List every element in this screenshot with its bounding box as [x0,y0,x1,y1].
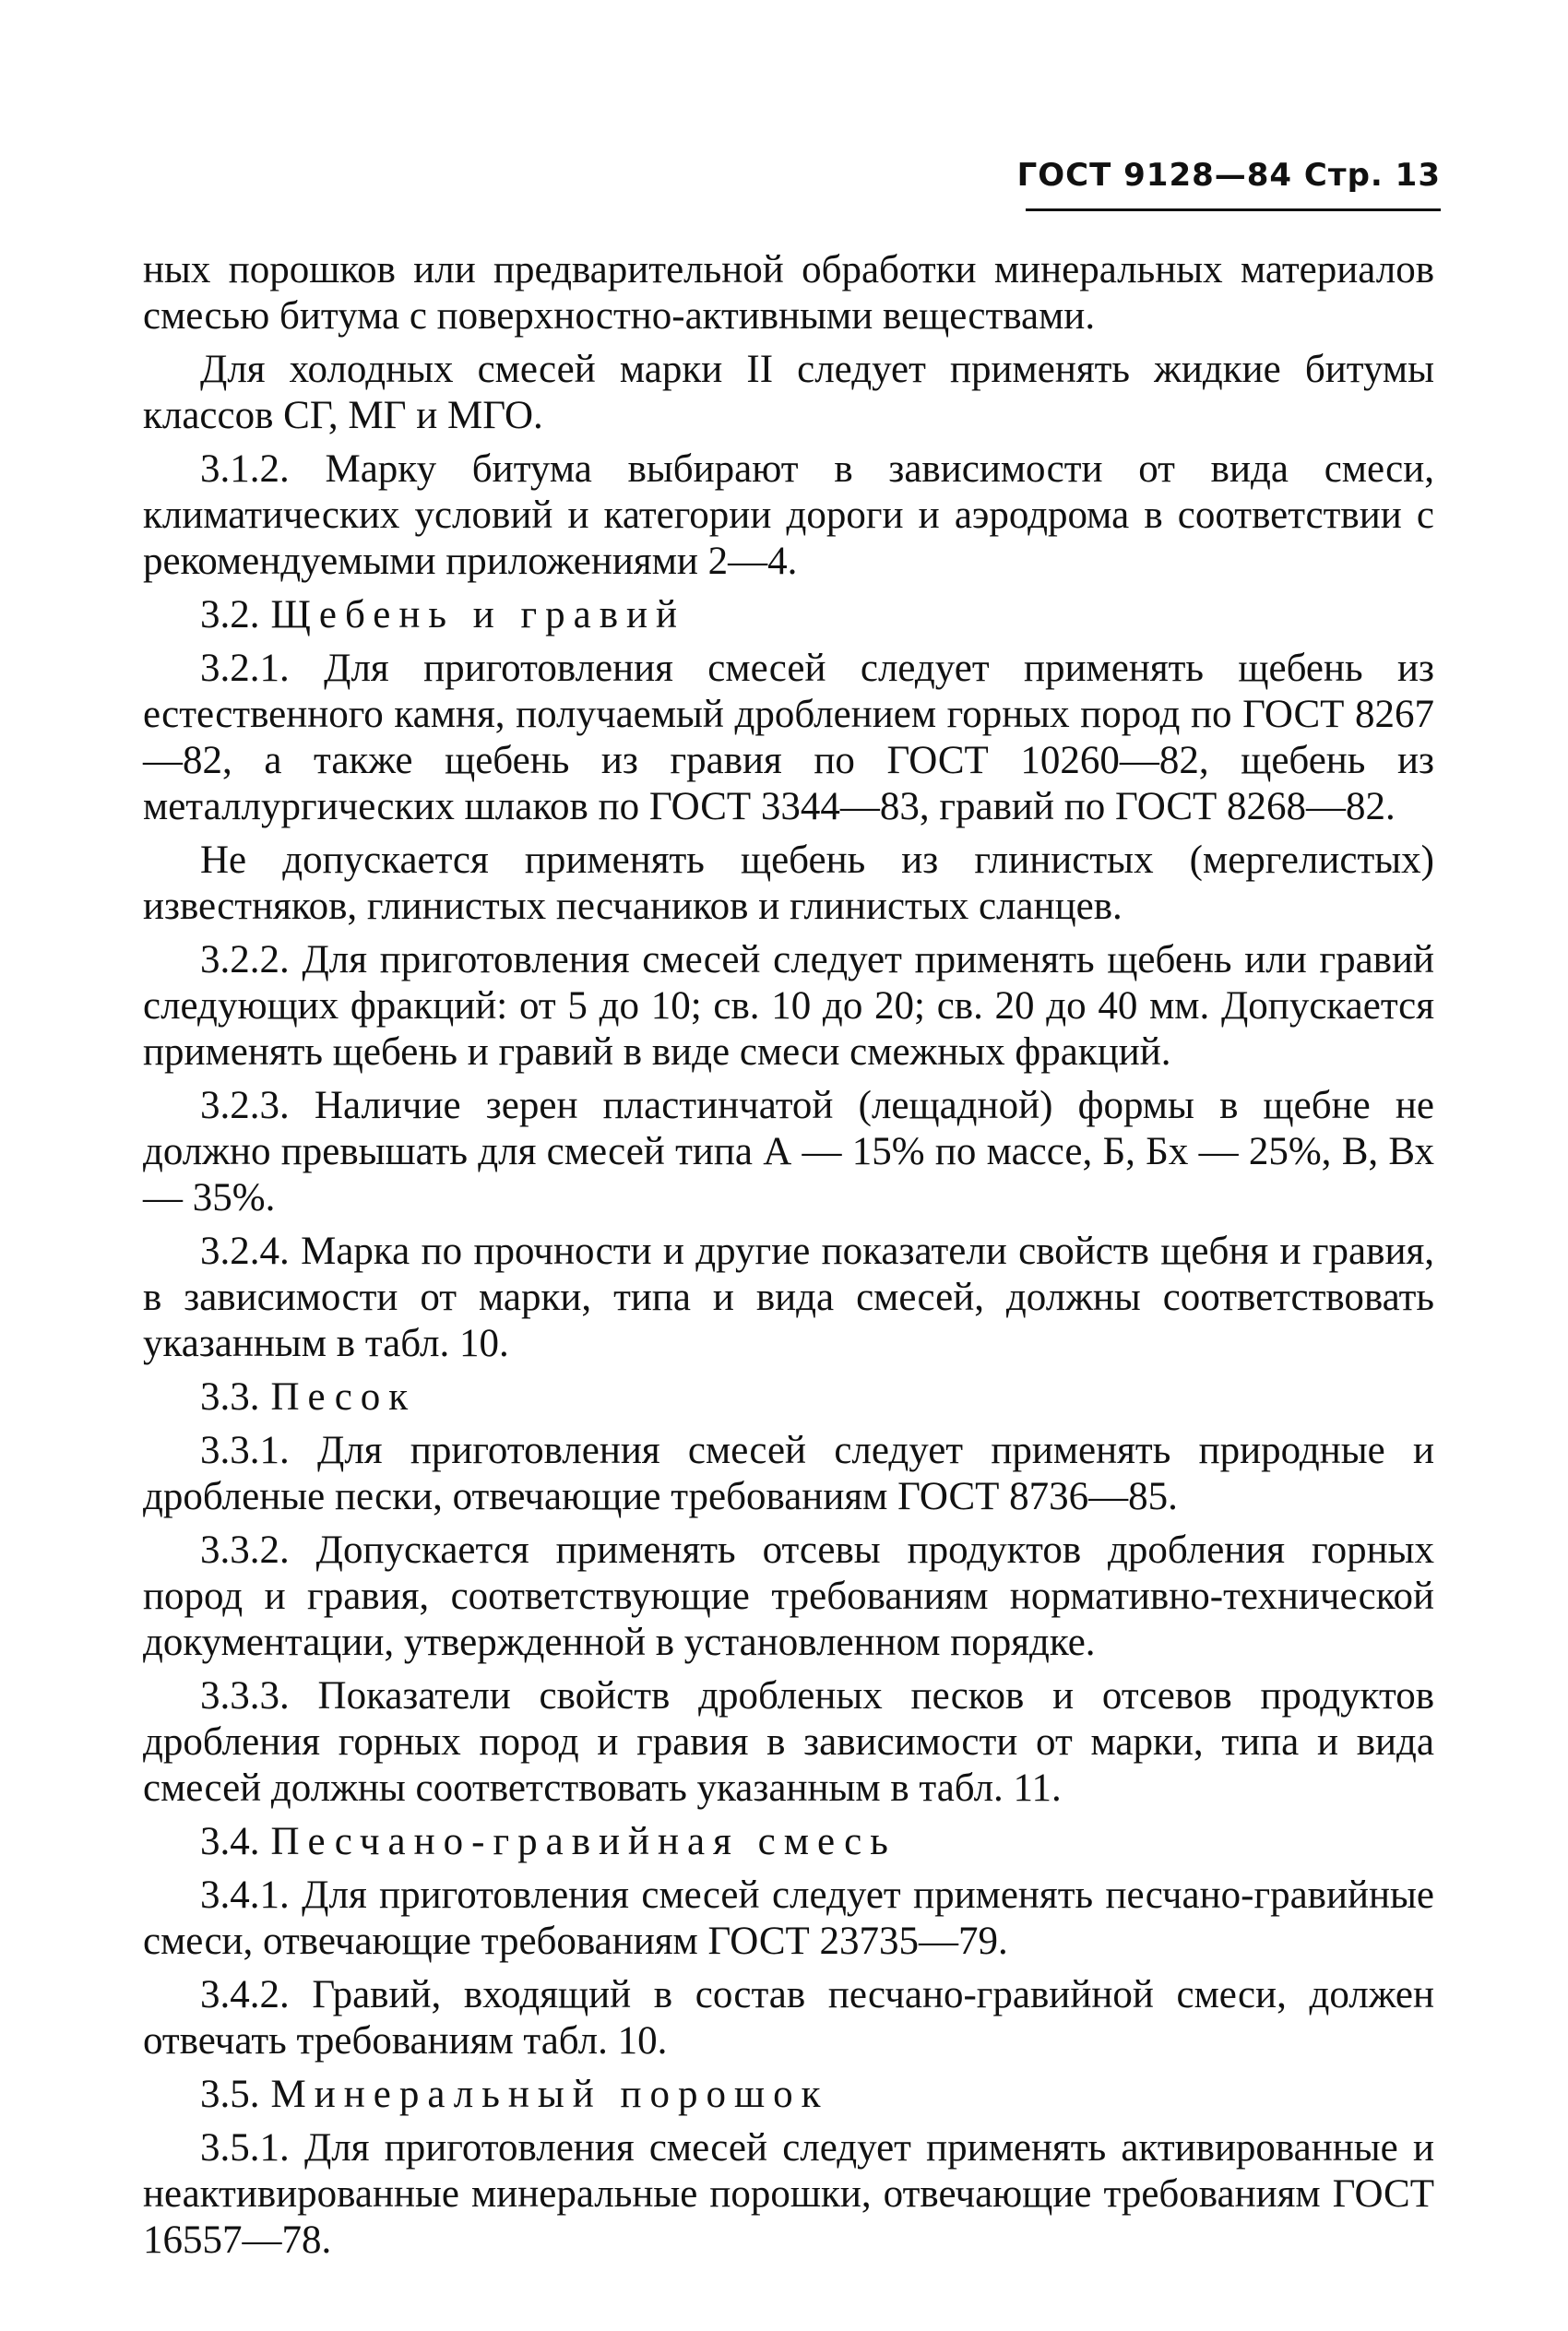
section-heading [143,592,1434,638]
paragraph: 3.5.1. Для приготовления смесей следует применять активированные и неактивированные минеральные порошки, отвечающие требованиям ГОСТ 16557—78. [143,2126,1434,2262]
document-body [143,247,1434,2271]
paragraph: 3.3.2. Допускается применять отсевы продуктов дробления горных пород и гравия, соответствующие требованиям нормативно-технической документации, утвержденной в установленном порядке. [143,1528,1434,1664]
section-number: 3.3. [200,1375,260,1419]
section-heading [143,1819,1434,1865]
paragraph: Не допускается применять щебень из глинистых (мергелистых) известняков, глинистых песчаников и глинистых сланцев. [143,838,1434,928]
paragraph: 3.2.3. Наличие зерен пластинчатой (лещадной) формы в щебне не должно превышать для смесей типа А — 15% по массе, Б, Бх — 25%, В, Вх — 35%. [143,1084,1434,1219]
section-number: 3.4. [200,1820,260,1863]
paragraph: 3.3.3. Показатели свойств дробленых песков и отсевов продуктов дробления горных пород и гравия в зависимости от марки, типа и вида смесей должны соответствовать указанным в табл. 11. [143,1674,1434,1810]
section-number: 3.2. [200,593,260,636]
paragraph: 3.1.2. Марку битума выбирают в зависимости от вида смеси, климатических условий и категории дороги и аэродрома в соответствии с рекомендуемыми приложениями 2—4. [143,447,1434,583]
paragraph: 3.2.1. Для приготовления смесей следует применять щебень из естественного камня, получаемый дроблением горных пород по ГОСТ 8267—82, а также щебень из гравия по ГОСТ 10260—82, щебень из металлургических шлаков по ГОСТ 3344—83, гравий по ГОСТ 8268—82. [143,647,1434,828]
page-header: ГОСТ 9128—84 Стр. 13 [1016,157,1441,194]
section-number: 3.5. [200,2073,260,2116]
section-title: Песок [270,1375,417,1419]
paragraph-continuation: ных порошков или предварительной обработки минеральных материалов смесью битума с поверхностно-активными веществами. [143,248,1434,338]
section-heading [143,1374,1434,1421]
section-title: Песчано-гравийная смесь [270,1820,897,1863]
paragraph: 3.2.4. Марка по прочности и другие показатели свойств щебня и гравия, в зависимости от марки, типа и вида смесей, должны соответствовать указанным в табл. 10. [143,1230,1434,1365]
section-title: Минеральный порошок [270,2073,829,2116]
section-heading [143,2072,1434,2118]
paragraph: 3.2.2. Для приготовления смесей следует применять щебень или гравий следующих фракций: от 5 до 10; св. 10 до 20; св. 20 до 40 мм. Допускается применять щебень и гравий в виде смеси смежных фракций. [143,938,1434,1074]
paragraph: Для холодных смесей марки II следует применять жидкие битумы классов СГ, МГ и МГО. [143,348,1434,437]
paragraph: 3.3.1. Для приготовления смесей следует применять природные и дробленые пески, отвечающие требованиям ГОСТ 8736—85. [143,1429,1434,1518]
paragraph: 3.4.1. Для приготовления смесей следует применять песчано-гравийные смеси, отвечающие требованиям ГОСТ 23735—79. [143,1873,1434,1963]
section-title: Щебень и гравий [270,593,686,636]
paragraph: 3.4.2. Гравий, входящий в состав песчано-гравийной смеси, должен отвечать требованиям табл. 10. [143,1973,1434,2063]
header-rule [1026,208,1441,211]
